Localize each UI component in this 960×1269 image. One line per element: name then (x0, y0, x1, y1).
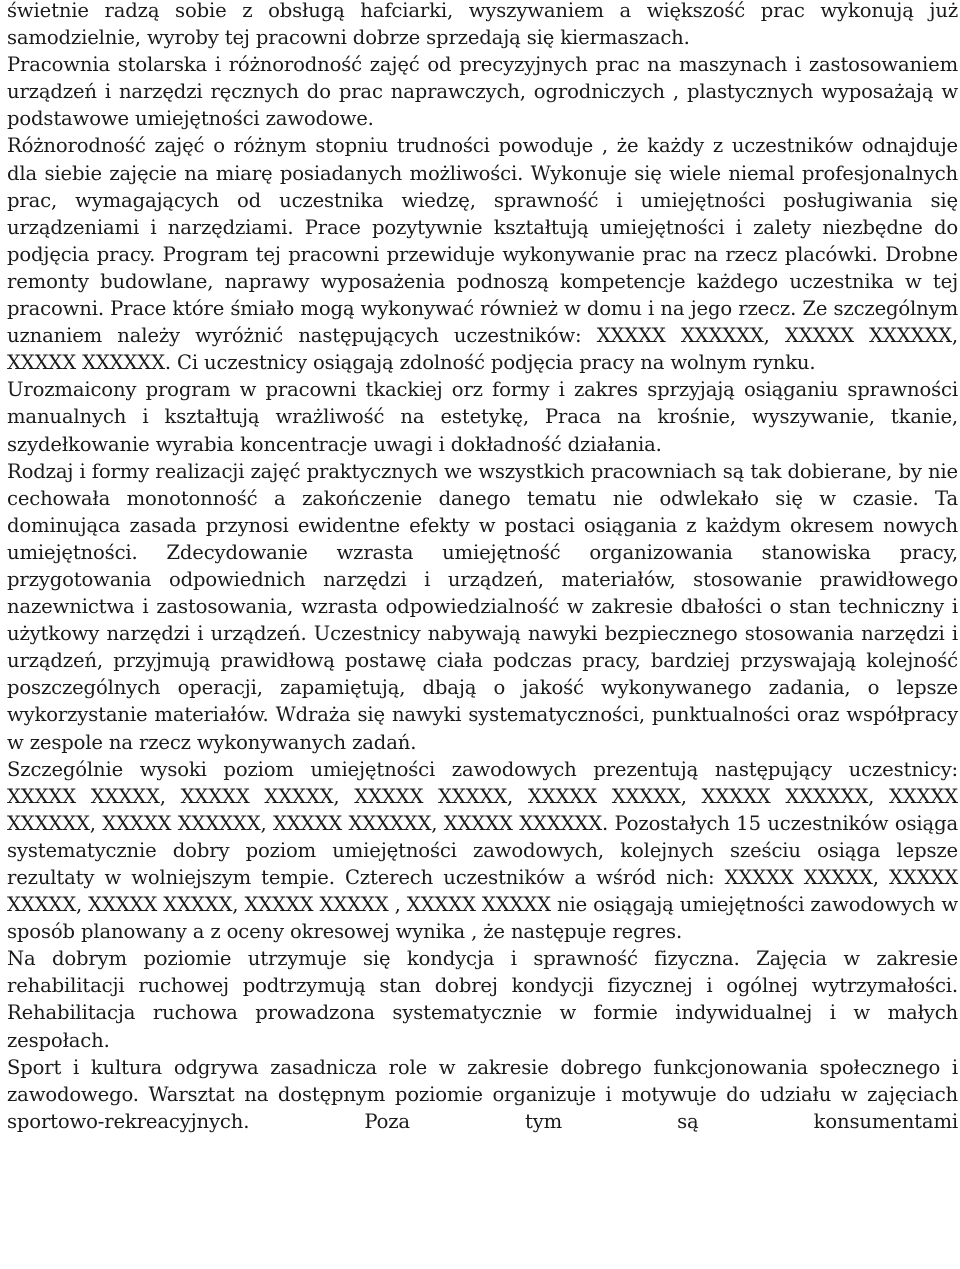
paragraph-sport-and-culture: Sport i kultura odgrywa zasadnicza role w zakresie dobrego funkcjonowania społecznego i zawodowego. Warsztat na dostępnym poziomie organizuje i motywuje do udziału w zajęciach sportowo-rekreacyjnych. Poza tym są konsumentami (7, 1055, 958, 1133)
paragraph-carpentry-workshop: Pracownia stolarska i różnorodność zajęć od precyzyjnych prac na maszynach i zastosowaniem urządzeń i narzędzi ręcznych do prac naprawczych, ogrodniczych , plastycznych wyposażają w podstawowe umiejętności zawodowe. (7, 53, 958, 131)
paragraph-practical-activities: Rodzaj i formy realizacji zajęć praktycznych we wszystkich pracowniach są tak dobierane, by nie cechowała monotonność a zakończenie danego tematu nie odwlekało się w czasie. Ta dominująca zasada przynosi ewidentne efekty w postaci osiągania z każdym okresem nowych umiejętności. Zdecydowanie wzrasta umiejętność organizowania stanowiska pracy, przygotowania odpowiednich narzędzi i urządzeń, materiałów, stosowanie prawidłowego nazewnictwa i zastosowania, wzrasta odpowiedzialność w zakresie dbałości o stan techniczny i użytkowy narzędzi i urządzeń. Uczestnicy nabywają nawyki bezpiecznego stosowania narzędzi i urządzeń, przyjmują prawidłową postawę ciała podczas pracy, bardziej przyswajają kolejność poszczególnych operacji, zapamiętują, dbają o jakość wykonywanego zadania, o lepsze wykorzystanie materiałów. Wdraża się nawyki systematyczności, punktualności oraz współpracy w zespole na rzecz wykonywanych zadań. (7, 459, 958, 754)
document-body (7, 0, 958, 1135)
paragraph-embroidery-continuation: świetnie radzą sobie z obsługą hafciarki, wyszywaniem a większość prac wykonują już samodzielnie, wyroby tej pracowni dobrze sprzedają się kiermaszach. (7, 0, 958, 50)
paragraph-activity-variety: Różnorodność zajęć o różnym stopniu trudności powoduje , że każdy z uczestników odnajduje dla siebie zajęcie na miarę posiadanych możliwości. Wykonuje się wiele niemal profesjonalnych prac, wymagających od uczestnika wiedzę, sprawność i umiejętności posługiwania się urządzeniami i narzędziami. Prace pozytywnie kształtują umiejętności i zalety niezbędne do podjęcia pracy. Program tej pracowni przewiduje wykonywanie prac na rzecz placówki. Drobne remonty budowlane, naprawy wyposażenia podnoszą kompetencje każdego uczestnika w tej pracowni. Prace które śmiało mogą wykonywać również w domu i na jego rzecz. Ze szczególnym uznaniem należy wyróżnić następujących uczestników: XXXXX XXXXXX, XXXXX XXXXXX, XXXXX XXXXXX. Ci uczestnicy osiągają zdolność podjęcia pracy na wolnym rynku. (7, 134, 958, 375)
paragraph-skill-levels: Szczególnie wysoki poziom umiejętności zawodowych prezentują następujący uczestnicy: XXXXX XXXXX, XXXXX XXXXX, XXXXX XXXXX, XXXXX XXXXX, XXXXX XXXXXX, XXXXX XXXXXX, XXXXX XXXXXX, XXXXX XXXXXX, XXXXX XXXXXX. Pozostałych 15 uczestników osiąga systematycznie dobry poziom umiejętności zawodowych, kolejnych sześciu osiąga lepsze rezultaty w wolniejszym tempie. Czterech uczestników a wśród nich: XXXXX XXXXX, XXXXX XXXXX, XXXXX XXXXX, XXXXX XXXXX , XXXXX XXXXX nie osiągają umiejętności zawodowych w sposób planowany a z oceny okresowej wynika , że następuje regres. (7, 757, 958, 944)
paragraph-physical-condition: Na dobrym poziomie utrzymuje się kondycja i sprawność fizyczna. Zajęcia w zakresie rehabilitacji ruchowej podtrzymują stan dobrej kondycji fizycznej i ogólnej wytrzymałości. Rehabilitacja ruchowa prowadzona systematycznie w formie indywidualnej i w małych zespołach. (7, 947, 958, 1052)
paragraph-weaving-workshop: Urozmaicony program w pracowni tkackiej orz formy i zakres sprzyjają osiąganiu sprawności manualnych i kształtują wrażliwość na estetykę, Praca na krośnie, wyszywanie, tkanie, szydełkowanie wyrabia koncentracje uwagi i dokładność działania. (7, 378, 958, 456)
